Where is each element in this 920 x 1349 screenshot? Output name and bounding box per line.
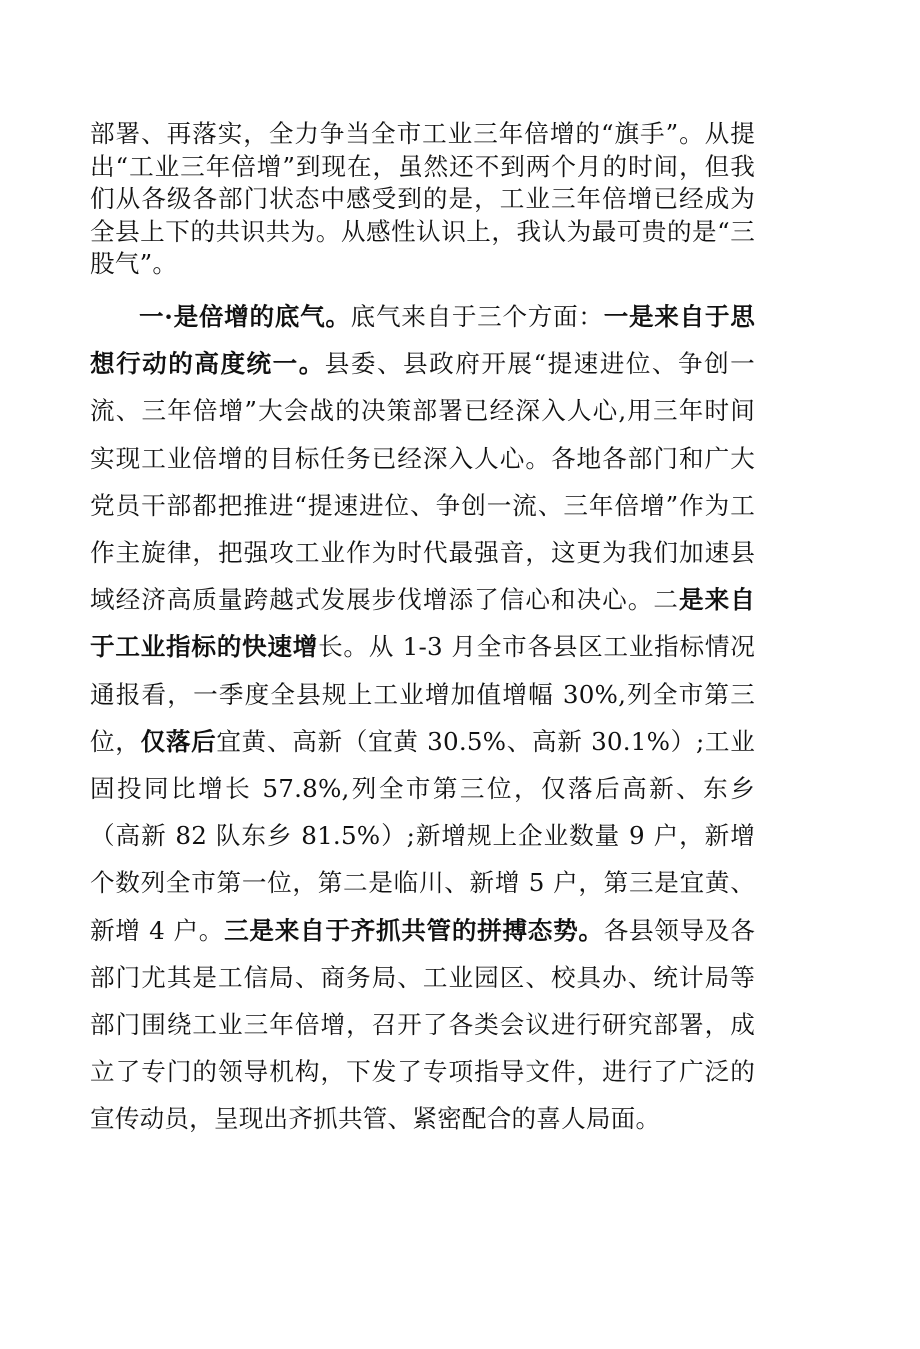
text-segment-3: 长。从 1-3 月全市各县区工业指标情况通报看，一季度全县规上工业增加值增幅 30%,列全市第三位， bbox=[90, 632, 755, 756]
bold-point-3: 三是来自于齐抓共管的拼搏态势。 bbox=[224, 915, 604, 945]
bold-phrase: 仅落后 bbox=[140, 726, 217, 756]
text-segment-2: 县委、县政府开展“提速进位、争创一流、三年倍增”大会战的决策部署已经深入人心,用三年时间实现工业倍增的目标任务已经深入人心。各地各部门和广大党员干部都把推进“提速进位、争创一流、三年倍增”作为工作主旋律，把强攻工业作为时代最强音，这更为我们加速县域经济高质量跨越式发展步伐增添了信心和决心。二 bbox=[90, 349, 755, 615]
text-segment-5: 各县领导及各部门尤其是工信局、商务局、工业园区、校具办、统计局等部门围绕工业三年倍增，召开了各类会议进行研究部署，成立了专门的领导机构，下发了专项指导文件，进行了广泛的宣传动员，呈现出齐抓共管、紧密配合的喜人局面。 bbox=[90, 915, 755, 1134]
main-paragraph bbox=[90, 293, 755, 1143]
intro-paragraph: 部署、再落实，全力争当全市工业三年倍增的“旗手”。从提出“工业三年倍增”到现在，虽然还不到两个月的时间，但我们从各级各部门状态中感受到的是，工业三年倍增已经成为全县上下的共识共为。从感性认识上，我认为最可贵的是“三股气”。 bbox=[90, 119, 755, 278]
bold-point-1: 一是来自于思想行动的高度统一。 bbox=[90, 302, 755, 379]
section-heading: 一·是倍增的底气。 bbox=[139, 302, 351, 331]
bold-point-2: 是来自于工业指标的快速增 bbox=[90, 585, 755, 662]
text-segment-1: 底气来自于三个方面： bbox=[350, 302, 604, 331]
text-segment-4: 宜黄、高新（宜黄 30.5%、高新 30.1%）;工业固投同比增长 57.8%,列全市第三位，仅落后高新、东乡（高新 82 队东乡 81.5%）;新增规上企业数量 9 户，新增个数列全市第一位，第二是临川、新增 5 户，第三是宜黄、新增 4 户。 bbox=[90, 726, 755, 945]
